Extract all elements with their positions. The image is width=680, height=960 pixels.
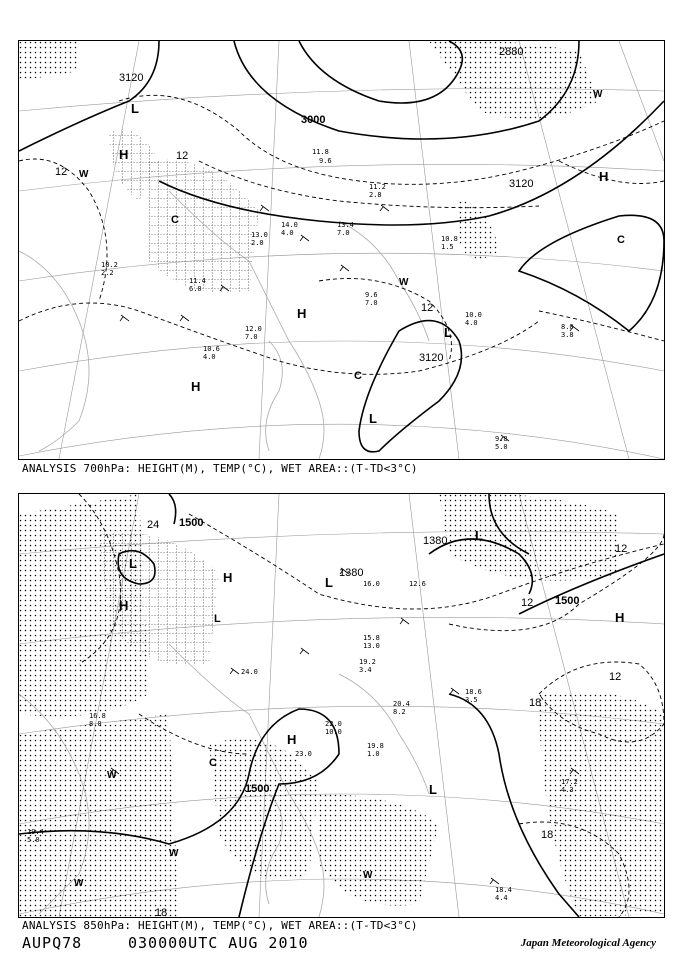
station-value: 15.8 <box>363 634 380 642</box>
contour-label: 1500 <box>245 783 270 795</box>
isotherm-label: 12 <box>615 543 628 555</box>
system-label: C <box>171 214 179 226</box>
isotherm-label: 12 <box>55 166 68 178</box>
station-value: 11.4 <box>189 277 206 285</box>
station-value: 2.2 <box>101 269 114 277</box>
station-value: 18.6 <box>465 688 482 696</box>
system-label: L <box>369 411 377 426</box>
map-850hpa-chart <box>19 494 664 917</box>
station-value: 8.0 <box>89 720 102 728</box>
system-label: C <box>617 234 625 246</box>
wet-areas <box>19 494 664 917</box>
station-value: 8.0 <box>561 323 574 331</box>
station-value: 2.0 <box>251 239 264 247</box>
system-label: W <box>593 89 603 100</box>
valid-time: 030000UTC AUG 2010 <box>128 934 309 952</box>
station-value: 2.8 <box>369 191 382 199</box>
station-value: 5.0 <box>495 443 508 451</box>
station-value: 13.4 <box>337 221 354 229</box>
isotherm-label: 12 <box>421 302 434 314</box>
station-value: 4.0 <box>465 319 478 327</box>
station-value: 19.4 <box>27 828 44 836</box>
map-700hpa <box>18 40 665 460</box>
station-value: 11.2 <box>369 183 386 191</box>
station-value: 7.0 <box>337 229 350 237</box>
system-label: H <box>223 570 233 585</box>
station-value: 8.2 <box>393 708 406 716</box>
station-value: 4.3 <box>561 786 574 794</box>
isotherm-label: 24 <box>147 519 160 531</box>
station-value: 3.4 <box>359 666 372 674</box>
system-label: L <box>129 556 137 571</box>
system-label: L <box>475 528 483 543</box>
map-700hpa-chart <box>19 41 664 459</box>
contour-label: 1380 <box>423 535 448 547</box>
station-value: 9.6 <box>365 291 378 299</box>
station-value: 4.0 <box>281 229 294 237</box>
isotherm-label: 18 <box>541 829 554 841</box>
station-value: 9.8 <box>495 435 508 443</box>
agency-name: Japan Meteorological Agency <box>520 937 656 949</box>
station-value: 20.4 <box>393 700 410 708</box>
station-value: 19.2 <box>359 658 376 666</box>
map-850hpa <box>18 493 665 918</box>
station-value: 10.8 <box>441 235 458 243</box>
station-value: 12.0 <box>245 325 262 333</box>
station-value: 23.0 <box>295 750 312 758</box>
station-value: 10.0 <box>465 311 482 319</box>
station-value: 16.0 <box>363 580 380 588</box>
station-value: 4.0 <box>203 353 216 361</box>
product-code: AUPQ78 <box>22 934 83 952</box>
station-value: 1.0 <box>367 750 380 758</box>
station-value: 18.4 <box>495 886 512 894</box>
station-value: 9.6 <box>319 157 332 165</box>
station-value: 12.6 <box>409 580 426 588</box>
system-label: L <box>131 101 139 116</box>
contour-label: 3120 <box>509 178 534 190</box>
isotherm-label: 18 <box>529 697 542 709</box>
system-label: L <box>325 575 333 590</box>
system-label: H <box>191 379 201 394</box>
isotherm-label: 18 <box>155 907 168 917</box>
contour-label: 1500 <box>179 517 204 529</box>
station-value: 17.2 <box>561 778 578 786</box>
contour-label: 2880 <box>499 46 524 58</box>
contour-label: 3120 <box>419 352 444 364</box>
system-label: W <box>399 277 409 288</box>
station-value: 7.0 <box>365 299 378 307</box>
station-value: 11.8 <box>312 148 329 156</box>
station-value: 13.0 <box>363 642 380 650</box>
system-label: L <box>444 325 452 340</box>
station-value: 1.5 <box>441 243 454 251</box>
station-value: 4.4 <box>495 894 508 902</box>
station-value: 14.0 <box>281 221 298 229</box>
station-value: 5.0 <box>27 836 40 844</box>
system-label: W <box>107 770 117 781</box>
caption-700hpa: ANALYSIS 700hPa: HEIGHT(M), TEMP(°C), WET AREA::(T-TD<3°C) <box>22 462 418 475</box>
station-value: 6.0 <box>189 285 202 293</box>
caption-850hpa: ANALYSIS 850hPa: HEIGHT(M), TEMP(°C), WET AREA::(T-TD<3°C) <box>22 919 418 932</box>
system-label: L <box>214 613 221 625</box>
system-label: W <box>169 848 179 859</box>
contour-label: 3000 <box>301 114 326 126</box>
system-label: H <box>119 147 129 162</box>
system-label: H <box>615 610 625 625</box>
station-value: 24.0 <box>241 668 258 676</box>
system-label: C <box>354 370 362 382</box>
system-label: H <box>287 732 297 747</box>
station-value: 16.8 <box>89 712 106 720</box>
system-label: C <box>209 757 217 769</box>
system-label: W <box>363 870 373 881</box>
system-label: W <box>74 878 84 889</box>
station-value: 10.6 <box>203 345 220 353</box>
station-value: 3.5 <box>465 696 478 704</box>
station-value: 22.0 <box>325 720 342 728</box>
station-value: 3.8 <box>561 331 574 339</box>
system-label: W <box>79 169 89 180</box>
station-value: 10.2 <box>101 261 118 269</box>
station-value: 19.8 <box>367 742 384 750</box>
station-value: 10.0 <box>325 728 342 736</box>
system-label: H <box>297 306 307 321</box>
contour-label: 1500 <box>555 595 580 607</box>
contour-label: 3120 <box>119 72 144 84</box>
isotherm-label: 12 <box>521 597 534 609</box>
contour-label: 1380 <box>339 567 364 579</box>
station-value: 13.0 <box>251 231 268 239</box>
system-label: H <box>599 169 609 184</box>
system-label: H <box>119 598 129 613</box>
station-value: 7.0 <box>245 333 258 341</box>
isotherm-label: 12 <box>609 671 622 683</box>
isotherm-label: 12 <box>176 150 189 162</box>
system-label: L <box>429 782 437 797</box>
